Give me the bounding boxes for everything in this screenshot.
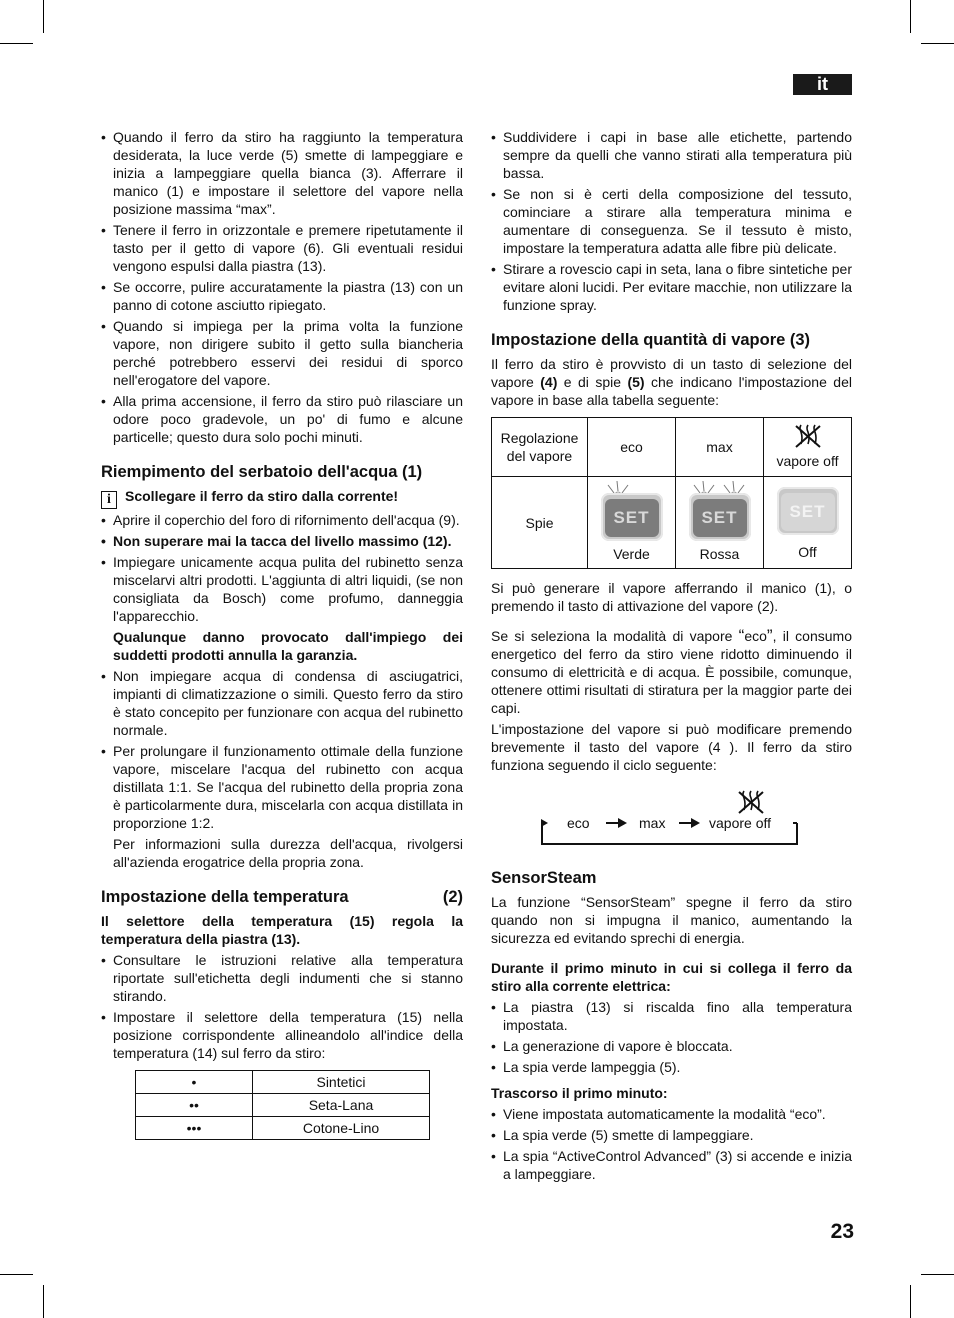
eco-paragraph	[491, 627, 852, 717]
steam-cycle-diagram	[491, 790, 852, 852]
cycle-eco-label: eco	[567, 815, 590, 831]
list-item: • Viene impostata automaticamente la modalità “eco”.	[491, 1105, 852, 1123]
list-item: • La spia verde lampeggia (5).	[491, 1058, 852, 1076]
lamp-label: Rossa	[699, 546, 740, 562]
temperature-list	[101, 951, 463, 1062]
lamp-label: Verde	[613, 546, 650, 562]
after-minute-list	[491, 1105, 852, 1183]
fabric-cell: Seta-Lana	[253, 1094, 430, 1117]
crop-mark	[43, 1285, 44, 1318]
crop-mark	[921, 1274, 954, 1275]
first-minute-heading: Durante il primo minuto in cui si collega il ferro da stiro alla corrente elettrica:	[491, 960, 852, 994]
text-run: Il ferro da stiro è provvisto di un tasto di selezione del vapore	[491, 356, 852, 390]
list-item: • Per prolungare il funzionamento ottimale della funzione vapore, miscelare l'acqua del rubinetto con acqua distillata 1:1. Se l'acqua del rubinetto della propria zona è particolarmente dura, miscelarla con acqua distillata in proporzione 1:2.	[101, 742, 463, 832]
warning-notice	[101, 487, 463, 509]
cycle-arrows	[491, 790, 852, 852]
table-row	[136, 1094, 430, 1117]
sensorsteam-paragraph: La funzione “SensorSteam” spegne il ferro da stiro quando non si impugna il manico, aumentando la sicurezza ed evitando sprechi di energia.	[491, 894, 852, 946]
text-run: (5)	[627, 374, 645, 390]
right-column	[491, 128, 852, 1186]
crop-mark	[910, 1285, 911, 1318]
section-heading-steam: Impostazione della quantità di vapore (3)	[491, 331, 811, 349]
crop-mark	[0, 43, 33, 44]
table-row	[492, 477, 852, 569]
section-heading-sensorsteam: SensorSteam	[491, 869, 597, 887]
crop-mark	[910, 0, 911, 33]
tank-list	[101, 511, 463, 871]
steam-paragraph: Si può generare il vapore afferrando il manico (1), o premendo il tasto di attivazione del vapore (2).	[491, 580, 852, 614]
list-item: • Tenere il ferro in orizzontale e premere ripetutamente il tasto per il getto di vapore (6). Gli eventuali residui vengono espulsi dalla piastra (13).	[101, 221, 463, 275]
first-minute-list	[491, 998, 852, 1076]
lamp-text: SET	[781, 493, 835, 531]
list-item: • Non superare mai la tacca del livello massimo (12).	[101, 532, 463, 550]
lamp-label: Off	[798, 544, 817, 560]
list-item: • Suddividere i capi in base alle etichette, partendo sempre da quelli che vanno stirati alla temperatura più bassa.	[491, 128, 852, 182]
crop-mark	[921, 43, 954, 44]
section-heading-temperature	[101, 887, 463, 907]
text-run: “	[738, 626, 745, 645]
cycle-paragraph: L'impostazione del vapore si può modificare premendo brevemente il tasto del vapore (4 ). Il ferro da stiro funziona seguendo il ciclo seguente:	[491, 721, 852, 773]
table-cell-label: vapore off	[776, 453, 839, 469]
text-run: , il consumo energetico del ferro da stiro viene ridotto diminuendo il consumo di elettricità e di acqua. È possibile, comunque, ottenere ottimi risultati di stiratura per la maggior parte dei capi.	[491, 628, 852, 716]
list-item: • La piastra (13) si riscalda fino alla temperatura impostata.	[491, 998, 852, 1034]
table-cell: Spie	[492, 477, 588, 569]
steam-table	[491, 417, 852, 569]
list-item: • Quando si impiega per la prima volta la funzione vapore, non dirigere subito il getto sulla biancheria perché potrebbero esservi dei residui di sporco nell'erogatore del vapore.	[101, 317, 463, 389]
table-cell	[764, 418, 852, 477]
dots-cell: ••	[136, 1094, 253, 1117]
text-run: ”	[766, 626, 773, 645]
red-indicator-lamp	[689, 493, 751, 541]
cycle-max-label: max	[639, 815, 666, 831]
cycle-off-label: vapore off	[709, 815, 772, 831]
green-indicator-lamp	[601, 493, 663, 541]
temperature-table	[135, 1070, 430, 1140]
text-run: e di spie	[557, 374, 628, 390]
list-item: • Impostare il selettore della temperatura (15) nella posizione corrispondente allineandolo all'indice della temperatura (14) sul ferro da stiro:	[101, 1008, 463, 1062]
heading-ref: (2)	[442, 888, 463, 906]
steam-intro	[491, 355, 852, 409]
language-tab: it	[793, 74, 852, 95]
list-item: • Stirare a rovescio capi in seta, lana o fibre sintetiche per evitare aloni lucidi. Per evitare macchie, non utilizzare la funzione spray.	[491, 260, 852, 314]
list-item: • La spia verde (5) smette di lampeggiare.	[491, 1126, 852, 1144]
list-item: • Non impiegare acqua di condensa di asciugatrici, impianti di climatizzazione o simili. Questo ferro da stiro è stato concepito per funzionare con acqua del rubinetto normale.	[101, 667, 463, 739]
warranty-note: Qualunque danno provocato dall'impiego dei suddetti prodotti annulla la garanzia.	[113, 629, 463, 663]
section-heading-tank: Riempimento del serbatoio dell'acqua (1)	[101, 463, 423, 481]
table-cell: max	[676, 418, 764, 477]
fabric-cell: Cotone-Lino	[253, 1117, 430, 1140]
dots-cell: •	[136, 1071, 253, 1094]
heading-text: Impostazione della temperatura	[101, 888, 349, 906]
fabric-cell: Sintetici	[253, 1071, 430, 1094]
notice-text: Scollegare il ferro da stiro dalla corrente!	[125, 488, 399, 504]
text-run: eco	[744, 628, 767, 644]
list-item: • Quando il ferro da stiro ha raggiunto la temperatura desiderata, la luce verde (5) smette di lampeggiare e inizia a lampeggiare quella bianca (3). Afferrare il manico (1) e impostare il selettore del vapore nella posizione massima “max”.	[101, 128, 463, 218]
temperature-intro: Il selettore della temperatura (15) regola la temperatura della piastra (13).	[101, 913, 463, 947]
info-icon: i	[101, 491, 117, 509]
table-row	[136, 1117, 430, 1140]
lamp-text: SET	[605, 499, 659, 537]
crop-mark	[43, 0, 44, 33]
list-item: • La spia “ActiveControl Advanced” (3) si accende e inizia a lampeggiare.	[491, 1147, 852, 1183]
list-item: • Consultare le istruzioni relative alla temperatura riportate sull'etichetta degli indumenti che si stanno stirando.	[101, 951, 463, 1005]
page-number: 23	[830, 1220, 854, 1243]
list-item: • Aprire il coperchio del foro di rifornimento dell'acqua (9).	[101, 511, 463, 529]
left-column	[101, 128, 463, 1140]
table-cell	[676, 477, 764, 569]
list-item: • Se non si è certi della composizione del tessuto, cominciare a stirare alla temperatura minima e aumentare di conseguenza. Se il tessuto è misto, impostare la temperatura adatta alle fibre più delicate.	[491, 185, 852, 257]
table-cell: eco	[588, 418, 676, 477]
list-item: • Se occorre, pulire accuratamente la piastra (13) con un panno di cotone asciutto ripiegato.	[101, 278, 463, 314]
list-item: • Impiegare unicamente acqua pulita del rubinetto senza miscelarvi altri prodotti. L'aggiunta di altri liquidi, (se non consigliata da Bosch) come profumo, danneggia l'apparecchio.	[101, 553, 463, 625]
text-run: che indicano l'impostazione del vapore in base alla tabella seguente:	[491, 374, 852, 408]
after-minute-heading: Trascorso il primo minuto:	[491, 1085, 668, 1101]
table-row	[136, 1071, 430, 1094]
list-item: • Alla prima accensione, il ferro da stiro può rilasciare un odore poco gradevole, un po' di fumo e alcune particelle; questo dura solo pochi minuti.	[101, 392, 463, 446]
table-cell	[764, 477, 852, 569]
list-note: Per informazioni sulla durezza dell'acqua, rivolgersi all'azienda erogatrice della propria zona.	[113, 836, 463, 870]
intro-list	[491, 128, 852, 314]
text-run: Se si seleziona la modalità di vapore	[491, 628, 739, 644]
table-cell: Regolazione del vapore	[492, 418, 588, 477]
table-row	[492, 418, 852, 477]
lamp-text: SET	[693, 499, 747, 537]
list-item: • La generazione di vapore è bloccata.	[491, 1037, 852, 1055]
dots-cell: •••	[136, 1117, 253, 1140]
off-indicator-lamp	[777, 487, 839, 535]
crop-mark	[0, 1274, 33, 1275]
intro-list	[101, 128, 463, 446]
steam-off-icon	[793, 424, 823, 450]
table-cell	[588, 477, 676, 569]
text-run: (4)	[540, 374, 558, 390]
